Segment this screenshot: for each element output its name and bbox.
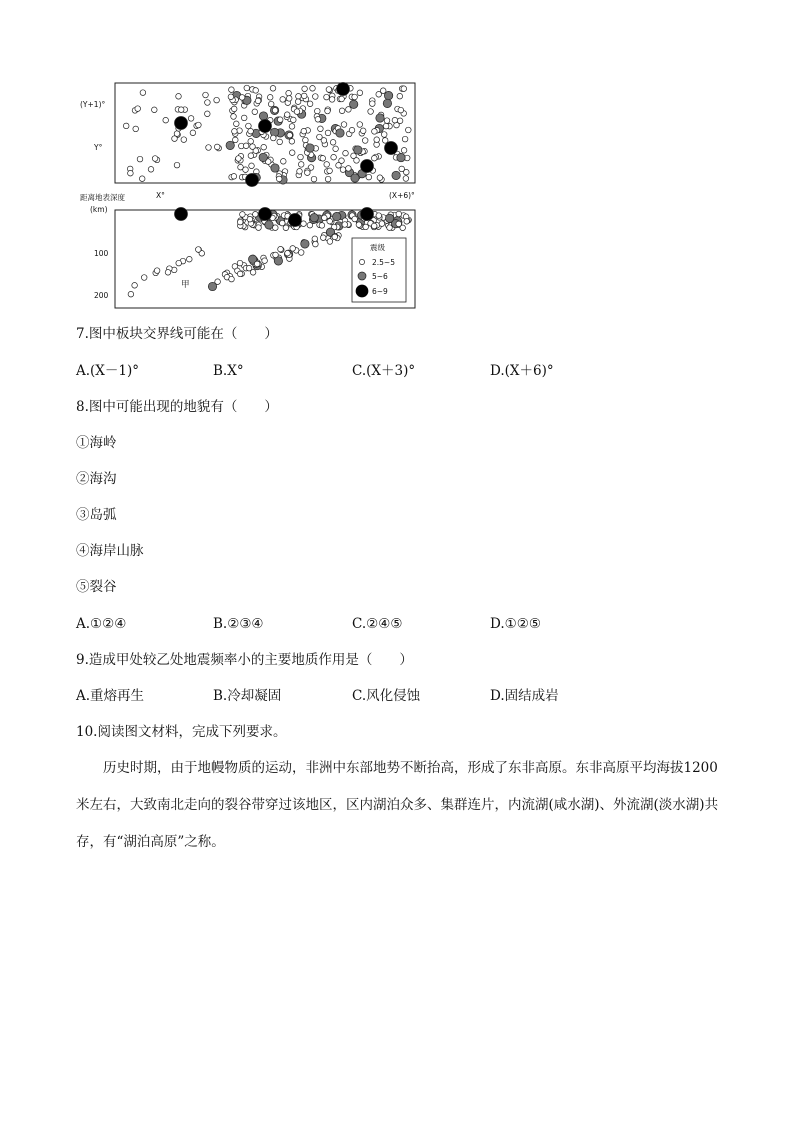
- quake-marker-large: [361, 208, 374, 221]
- quake-marker-small: [332, 234, 338, 240]
- quake-marker-small: [311, 176, 317, 182]
- quake-marker-small: [342, 222, 348, 228]
- quake-marker-small: [231, 114, 237, 120]
- quake-marker-small: [241, 115, 247, 121]
- quake-marker-large: [246, 174, 259, 187]
- quake-marker-small: [298, 154, 304, 160]
- quake-marker-small: [325, 108, 331, 114]
- quake-marker-large: [289, 214, 302, 227]
- quake-marker-small: [205, 111, 211, 117]
- quake-marker-small: [289, 124, 295, 130]
- quake-marker-small: [406, 127, 412, 133]
- q8-option-a[interactable]: A.①②④: [76, 616, 127, 632]
- quake-marker-small: [246, 265, 252, 271]
- quake-marker-small: [354, 158, 360, 164]
- quake-marker-small: [233, 137, 239, 143]
- quake-marker-small: [392, 117, 398, 123]
- quake-marker-small: [401, 148, 407, 154]
- quake-marker-small: [236, 156, 242, 162]
- quake-marker-small: [330, 140, 336, 146]
- quake-marker-medium: [350, 100, 358, 108]
- quake-marker-large: [259, 120, 272, 133]
- quake-marker-small: [313, 94, 319, 100]
- quake-marker-small: [214, 144, 220, 150]
- quake-marker-medium: [354, 146, 362, 154]
- quake-marker-small: [128, 170, 134, 176]
- quake-marker-small: [228, 94, 234, 100]
- quake-marker-small: [196, 122, 202, 128]
- quake-marker-small: [396, 221, 402, 227]
- quake-marker-small: [366, 174, 372, 180]
- quake-marker-small: [286, 90, 292, 96]
- quake-marker-small: [289, 150, 295, 156]
- quake-marker-small: [352, 94, 358, 100]
- quake-marker-small: [322, 215, 328, 221]
- legend-label-large: 6~9: [372, 287, 388, 296]
- quake-marker-small: [135, 106, 141, 112]
- quake-marker-small: [237, 260, 243, 266]
- quake-marker-small: [295, 99, 301, 105]
- quake-marker-small: [403, 176, 409, 182]
- quake-marker-small: [368, 109, 374, 115]
- quake-marker-small: [301, 93, 307, 99]
- quake-marker-small: [331, 154, 337, 160]
- quake-marker-small: [327, 239, 333, 245]
- quake-marker-small: [148, 167, 154, 173]
- quake-marker-small: [399, 166, 405, 172]
- quake-marker-small: [360, 128, 366, 134]
- quake-marker-small: [237, 219, 243, 225]
- quake-marker-large: [385, 142, 398, 155]
- quake-marker-small: [176, 94, 182, 100]
- depth-axis-unit: (km): [90, 205, 108, 214]
- quake-marker-medium: [392, 171, 400, 179]
- quake-marker-small: [176, 260, 182, 266]
- quake-marker-small: [239, 95, 245, 101]
- x-plus-6-label: (X+6)°: [389, 191, 415, 200]
- quake-marker-medium: [259, 153, 267, 161]
- quake-marker-small: [404, 219, 410, 225]
- quake-marker-small: [317, 134, 323, 140]
- quake-marker-small: [278, 246, 284, 252]
- q8-item-1: ①海岭: [76, 435, 117, 451]
- question-10-stem: 10.阅读图文材料，完成下列要求。: [76, 724, 287, 740]
- quake-marker-small: [327, 168, 333, 174]
- earthquake-figure-svg: [80, 78, 420, 313]
- quake-marker-small: [379, 221, 385, 227]
- quake-marker-small: [140, 90, 146, 96]
- quake-marker-small: [133, 126, 139, 132]
- quake-marker-small: [370, 101, 376, 107]
- quake-marker-small: [243, 143, 249, 149]
- quake-marker-small: [303, 137, 309, 143]
- quake-marker-small: [301, 128, 307, 134]
- quake-marker-medium: [336, 129, 344, 137]
- legend-title: 震级: [370, 243, 385, 252]
- quake-marker-small: [374, 137, 380, 143]
- quake-marker-small: [137, 156, 143, 162]
- quake-marker-small: [285, 250, 291, 256]
- quake-marker-medium: [333, 212, 341, 220]
- quake-marker-small: [307, 101, 313, 107]
- quake-marker-medium: [383, 99, 391, 107]
- quake-marker-small: [205, 100, 211, 106]
- quake-marker-small: [128, 291, 134, 297]
- quake-marker-small: [165, 270, 171, 276]
- quake-marker-small: [196, 247, 202, 253]
- quake-marker-small: [272, 108, 278, 114]
- quake-marker-small: [243, 167, 249, 173]
- quake-marker-large: [175, 117, 188, 130]
- quake-marker-small: [336, 163, 342, 169]
- question-8-stem: 8.图中可能出现的地貌有（ ）: [76, 399, 278, 415]
- quake-marker-small: [283, 225, 289, 231]
- quake-marker-small: [240, 212, 246, 218]
- quake-marker-small: [339, 108, 345, 114]
- earthquake-distribution-figure: [80, 78, 420, 313]
- quake-marker-small: [248, 128, 254, 134]
- quake-marker-small: [248, 153, 254, 159]
- q8-option-b[interactable]: B.②③④: [213, 616, 264, 632]
- quake-marker-small: [284, 112, 290, 118]
- quake-marker-small: [174, 162, 180, 168]
- q9-option-d[interactable]: D.固结成岩: [490, 688, 559, 704]
- magnitude-legend: [352, 238, 406, 302]
- q8-item-3: ③岛弧: [76, 507, 117, 523]
- quake-marker-small: [376, 213, 382, 219]
- quake-marker-small: [398, 107, 404, 113]
- quake-marker-small: [248, 139, 254, 145]
- quake-marker-medium: [226, 141, 234, 149]
- quake-marker-small: [298, 250, 304, 256]
- quake-marker-small: [270, 86, 276, 92]
- depth-tick-100: 100: [94, 249, 109, 258]
- quake-marker-small: [246, 123, 252, 129]
- quake-marker-small: [249, 163, 255, 169]
- quake-marker-small: [312, 236, 318, 242]
- question-10-material: [76, 750, 722, 861]
- quake-marker-large: [175, 208, 188, 221]
- quake-marker-small: [123, 123, 129, 129]
- legend-label-medium: 5~6: [372, 272, 388, 281]
- quake-marker-small: [319, 223, 325, 229]
- quake-marker-small: [357, 90, 363, 96]
- quake-marker-small: [253, 212, 259, 218]
- quake-marker-small: [372, 129, 378, 135]
- quake-marker-small: [154, 268, 160, 274]
- quake-marker-small: [267, 95, 273, 101]
- quake-marker-small: [286, 96, 292, 102]
- quake-marker-small: [357, 122, 363, 128]
- q8-item-4: ④海岸山脉: [76, 543, 144, 559]
- quake-marker-small: [383, 123, 389, 129]
- quake-marker-small: [280, 97, 286, 103]
- quake-marker-medium: [301, 240, 309, 248]
- quake-marker-small: [343, 150, 349, 156]
- quake-marker-small: [244, 85, 250, 91]
- quake-marker-small: [346, 166, 352, 172]
- quake-marker-small: [302, 86, 308, 92]
- quake-marker-small: [256, 225, 262, 231]
- q9-option-c[interactable]: C.风化侵蚀: [352, 688, 421, 704]
- quake-marker-small: [376, 92, 382, 98]
- quake-marker-small: [294, 109, 300, 115]
- quake-marker-small: [206, 145, 212, 151]
- quake-marker-small: [325, 130, 331, 136]
- quake-marker-small: [320, 235, 326, 241]
- quake-marker-small: [287, 132, 293, 138]
- quake-marker-small: [215, 279, 221, 285]
- q7-option-a[interactable]: A.(X－1)°: [76, 363, 140, 379]
- quake-marker-medium: [265, 221, 273, 229]
- q7-option-c[interactable]: C.(X＋3)°: [352, 363, 416, 379]
- quake-marker-medium: [259, 112, 267, 120]
- quake-marker-small: [247, 216, 253, 222]
- quake-marker-small: [346, 107, 352, 113]
- point-jia-label: 甲: [181, 280, 190, 290]
- q8-item-5: ⑤裂谷: [76, 579, 117, 595]
- q7-option-b[interactable]: B.X°: [213, 363, 244, 379]
- material-paragraph: 历史时期，由于地幔物质的运动，非洲中东部地势不断抬高，形成了东非高原。东非高原平均海拔1200米左右，大致南北走向的裂谷带穿过该地区，区内湖泊众多、集群连片，内流湖(咸水湖)、外流湖(淡水湖)共存，有“湖泊高原”之称。: [76, 760, 719, 850]
- quake-marker-small: [280, 220, 286, 226]
- quake-marker-small: [276, 176, 282, 182]
- quake-marker-small: [262, 258, 268, 264]
- quake-marker-small: [324, 94, 330, 100]
- quake-marker-small: [203, 92, 209, 98]
- quake-marker-small: [139, 176, 145, 182]
- quake-marker-small: [396, 211, 402, 217]
- quake-marker-small: [296, 94, 302, 100]
- q9-option-b[interactable]: B.冷却凝固: [213, 688, 282, 704]
- quake-marker-small: [152, 156, 158, 162]
- quake-marker-small: [253, 88, 259, 94]
- legend-marker-medium: [358, 272, 366, 280]
- y-label: Y°: [94, 143, 103, 152]
- depth-tick-200: 200: [94, 291, 109, 300]
- quake-marker-small: [298, 162, 304, 168]
- quake-marker-small: [325, 176, 331, 182]
- q8-option-d[interactable]: D.①②⑤: [490, 616, 541, 632]
- quake-marker-small: [333, 146, 339, 152]
- quake-marker-medium: [271, 164, 279, 172]
- quake-marker-small: [152, 107, 158, 113]
- quake-marker-medium: [351, 174, 359, 182]
- quake-marker-small: [277, 117, 283, 123]
- legend-marker-large: [356, 285, 368, 297]
- quake-marker-small: [387, 225, 393, 231]
- quake-marker-small: [141, 275, 147, 281]
- legend-label-small: 2.5~5: [372, 258, 395, 267]
- q8-option-c[interactable]: C.②④⑤: [352, 616, 403, 632]
- quake-marker-small: [326, 87, 332, 93]
- quake-marker-small: [163, 117, 169, 123]
- quake-marker-small: [237, 271, 243, 277]
- quake-marker-small: [318, 126, 324, 132]
- quake-marker-small: [310, 86, 316, 92]
- quake-marker-medium: [385, 214, 393, 222]
- quake-marker-small: [397, 93, 403, 99]
- q7-option-d[interactable]: D.(X＋6)°: [490, 363, 554, 379]
- quake-marker-small: [255, 98, 261, 104]
- quake-marker-small: [289, 139, 295, 145]
- question-7-stem: 7.图中板块交界线可能在（ ）: [76, 326, 278, 342]
- quake-marker-small: [297, 169, 303, 175]
- x-label: X°: [156, 191, 165, 200]
- quake-marker-small: [273, 252, 279, 258]
- quake-marker-small: [384, 118, 390, 124]
- quake-marker-small: [231, 174, 237, 180]
- quake-marker-small: [261, 144, 267, 150]
- quake-marker-medium: [397, 153, 405, 161]
- quake-marker-medium: [306, 144, 314, 152]
- quake-marker-small: [254, 261, 260, 267]
- quake-marker-small: [187, 256, 193, 262]
- quake-marker-small: [362, 138, 368, 144]
- quake-marker-small: [132, 283, 138, 289]
- quake-marker-small: [371, 223, 377, 229]
- quake-marker-small: [377, 175, 383, 181]
- quake-marker-small: [356, 222, 362, 228]
- quake-marker-small: [341, 122, 347, 128]
- question-9-stem: 9.造成甲处较乙处地震频率小的主要地质作用是（ ）: [76, 652, 413, 668]
- quake-marker-small: [402, 136, 408, 142]
- quake-marker-small: [188, 116, 194, 122]
- quake-marker-small: [229, 276, 235, 282]
- quake-marker-small: [281, 159, 287, 165]
- quake-marker-small: [178, 107, 184, 113]
- quake-marker-small: [250, 144, 256, 150]
- quake-marker-small: [401, 86, 407, 92]
- quake-marker-small: [252, 109, 258, 115]
- quake-marker-small: [313, 241, 319, 247]
- quake-marker-small: [305, 170, 311, 176]
- q9-option-a[interactable]: A.重熔再生: [76, 688, 145, 704]
- quake-marker-small: [324, 162, 330, 168]
- quake-marker-small: [381, 132, 387, 138]
- q8-item-2: ②海沟: [76, 471, 117, 487]
- quake-marker-small: [232, 129, 238, 135]
- quake-marker-small: [231, 106, 237, 112]
- quake-marker-small: [234, 121, 240, 127]
- quake-marker-small: [329, 97, 335, 103]
- quake-marker-small: [268, 101, 274, 107]
- quake-marker-large: [361, 160, 374, 173]
- quake-marker-small: [340, 167, 346, 173]
- quake-marker-small: [372, 155, 378, 161]
- quake-marker-small: [349, 127, 355, 133]
- quake-marker-small: [174, 131, 180, 137]
- legend-marker-small: [359, 259, 364, 264]
- quake-marker-small: [277, 139, 283, 145]
- quake-marker-small: [315, 108, 321, 114]
- quake-marker-medium: [310, 214, 318, 222]
- quake-marker-small: [352, 216, 358, 222]
- quake-marker-small: [181, 137, 187, 143]
- depth-axis-title: 距离地表深度: [80, 193, 125, 202]
- quake-marker-large: [337, 83, 350, 96]
- quake-marker-small: [320, 156, 326, 162]
- quake-marker-small: [271, 135, 277, 141]
- quake-marker-medium: [376, 114, 384, 122]
- quake-marker-small: [290, 246, 296, 252]
- quake-marker-small: [229, 87, 235, 93]
- quake-marker-small: [315, 117, 321, 123]
- quake-marker-small: [214, 97, 220, 103]
- quake-marker-large: [259, 208, 272, 221]
- quake-marker-small: [291, 117, 297, 123]
- quake-marker-small: [339, 96, 345, 102]
- quake-marker-small: [190, 130, 196, 136]
- y-plus-1-label: (Y+1)°: [80, 100, 106, 109]
